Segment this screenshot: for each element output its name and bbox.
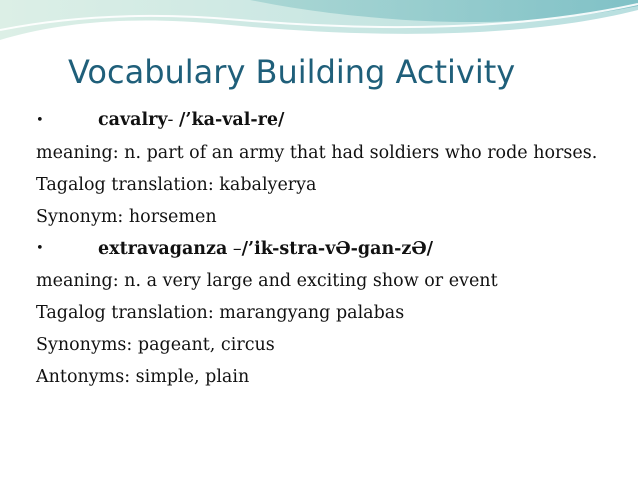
pronunciation-separator: – (227, 238, 242, 259)
meaning-text: meaning: n. a very large and exciting show or event (36, 271, 498, 291)
slide-title: Vocabulary Building Activity (68, 53, 516, 91)
pronunciation-separator: - (167, 110, 180, 130)
vocab-term: cavalry (98, 110, 168, 130)
vocabulary-list (36, 104, 632, 393)
pronunciation: /’ik-stra-vƏ-gan-zƏ/ (241, 238, 434, 259)
translation-text: Tagalog translation: marangyang palabas (36, 303, 405, 323)
vocab-term: extravaganza (98, 238, 228, 259)
synonym-text: Synonym: horsemen (36, 206, 217, 227)
bullet-marker: • (36, 112, 44, 128)
bullet-marker: • (36, 241, 44, 256)
synonyms-text: Synonyms: pageant, circus (36, 335, 275, 355)
translation-text: Tagalog translation: kabalyerya (36, 174, 317, 195)
entry-heading (36, 104, 632, 137)
pronunciation: /’ka-val-re/ (179, 110, 285, 130)
meaning-text: meaning: n. part of an army that had soldiers who rode horses. (36, 142, 598, 163)
entry-heading (36, 233, 632, 266)
antonyms-text: Antonyms: simple, plain (36, 367, 250, 387)
